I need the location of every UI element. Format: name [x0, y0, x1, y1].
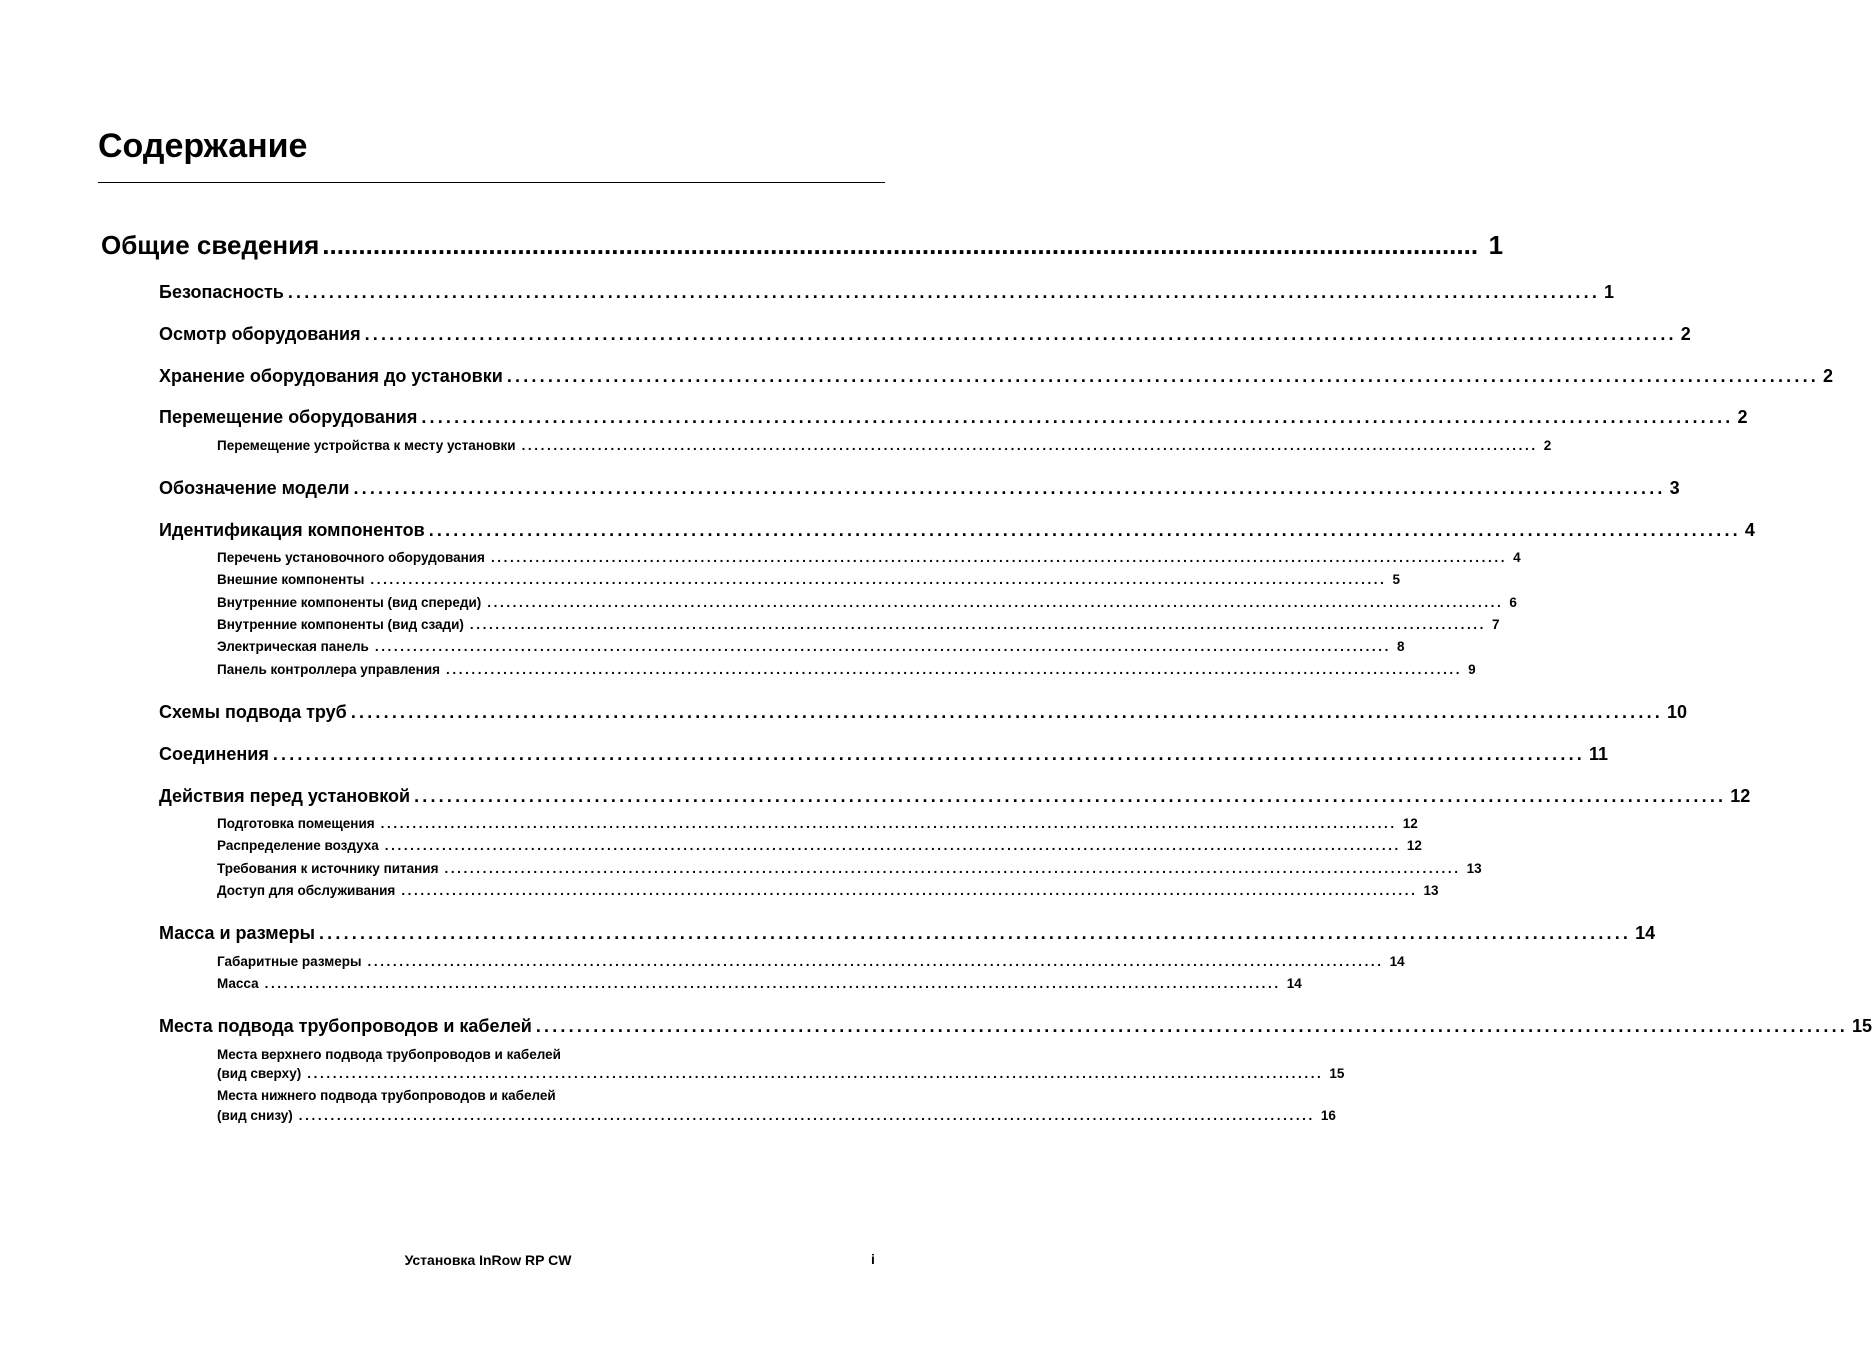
toc-chapter-page: 1: [1488, 230, 1504, 260]
toc-leader: ................................................................................................................................................................: [272, 744, 1585, 764]
toc-subsection-internal-front[interactable]: [217, 594, 1517, 612]
toc-subsection-page: 7: [1492, 617, 1500, 632]
toc-section-title: Осмотр оборудования: [159, 324, 361, 344]
toc-subsection-install-equipment[interactable]: [217, 549, 1521, 567]
toc-section-title: Идентификация компонентов: [159, 520, 425, 540]
toc-section-page: 14: [1635, 923, 1656, 943]
toc-subsection-title: Электрическая панель: [217, 639, 369, 654]
toc-section-piping-schemes[interactable]: [159, 701, 1687, 723]
toc-subsection-title: Перемещение устройства к месту установки: [217, 438, 516, 453]
toc-leader: ................................................................................................................................................................: [264, 976, 1281, 991]
toc-leader: ................................................................................................................................................................: [535, 1016, 1848, 1036]
toc-section-pipe-cable-entry[interactable]: [159, 1015, 1872, 1037]
toc-subsection-page: 4: [1513, 550, 1521, 565]
toc-subsection-title: Перечень установочного оборудования: [217, 550, 485, 565]
toc-subsection-title: (вид снизу): [217, 1108, 293, 1123]
toc-section-weight-dimensions[interactable]: [159, 922, 1656, 944]
toc-leader: ................................................................................................................................................................: [506, 366, 1819, 386]
toc-section-page: 1: [1604, 282, 1615, 302]
toc-leader: ................................................................................................................................................................: [487, 595, 1504, 610]
page-title: Содержание: [98, 127, 308, 165]
toc-subsection-electrical-panel[interactable]: [217, 638, 1405, 656]
toc-chapter-general[interactable]: [101, 229, 1504, 261]
toc-chapter-title: Общие сведения: [101, 230, 320, 260]
toc-section-components[interactable]: [159, 519, 1755, 541]
toc-section-page: 12: [1730, 786, 1751, 806]
toc-section-moving[interactable]: [159, 406, 1748, 428]
toc-subsection-page: 13: [1423, 883, 1439, 898]
toc-subsection-title: Подготовка помещения: [217, 816, 375, 831]
toc-section-title: Схемы подвода труб: [159, 702, 347, 722]
toc-subsection-title: Доступ для обслуживания: [217, 883, 396, 898]
toc-leader: ................................................................................................................................................................: [318, 923, 1632, 943]
toc-subsection-page: 12: [1402, 816, 1418, 831]
footer-page-number: i: [871, 1251, 875, 1267]
toc-subsection-title: Панель контроллера управления: [217, 662, 441, 677]
toc-subsection-top-entry-line1[interactable]: Места верхнего подвода трубопроводов и кабелей: [217, 1047, 561, 1062]
toc-subsection-page: 12: [1406, 838, 1422, 853]
toc-subsection-page: 9: [1468, 662, 1476, 677]
toc-section-title: Соединения: [159, 744, 269, 764]
toc-subsection-air-distribution[interactable]: [217, 837, 1422, 855]
toc-section-model-designation[interactable]: [159, 477, 1680, 499]
toc-subsection-external-components[interactable]: [217, 571, 1401, 589]
toc-section-connections[interactable]: [159, 743, 1609, 765]
toc-subsection-weight[interactable]: [217, 975, 1302, 993]
toc-leader: ................................................................................................................................................................: [414, 786, 1727, 806]
title-divider: [98, 182, 885, 183]
toc-subsection-power-requirements[interactable]: [217, 860, 1482, 878]
toc-section-page: 2: [1822, 366, 1833, 386]
toc-subsection-title: Требования к источнику питания: [217, 861, 439, 876]
toc-leader: ................................................................................................................................................................: [444, 861, 1461, 876]
toc-leader: ................................................................................................................................................................: [384, 838, 1401, 853]
toc-leader: ................................................................................................................................................................: [469, 617, 1487, 632]
toc-section-title: Действия перед установкой: [159, 786, 411, 806]
toc-subsection-room-prep[interactable]: [217, 815, 1418, 833]
toc-subsection-internal-rear[interactable]: [217, 616, 1500, 634]
toc-section-inspection[interactable]: [159, 323, 1691, 345]
toc-subsection-page: 16: [1320, 1108, 1336, 1123]
toc-leader: ................................................................................................................................................................: [428, 520, 1741, 540]
toc-section-page: 10: [1666, 702, 1687, 722]
toc-leader: ................................................................................................................................................................: [367, 954, 1384, 969]
toc-leader: ................................................................................................................................................................: [421, 407, 1734, 427]
toc-subsection-service-access[interactable]: [217, 882, 1439, 900]
toc-subsection-title: Масса: [217, 976, 259, 991]
toc-section-title: Безопасность: [159, 282, 284, 302]
toc-subsection-page: 14: [1389, 954, 1405, 969]
toc-section-title: Места подвода трубопроводов и кабелей: [159, 1016, 532, 1036]
toc-leader: ................................................................................................................................................................: [370, 572, 1387, 587]
toc-subsection-controller-panel[interactable]: [217, 661, 1476, 679]
toc-subsection-page: 8: [1396, 639, 1405, 654]
toc-subsection-title: Габаритные размеры: [217, 954, 362, 969]
toc-section-page: 2: [1680, 324, 1691, 344]
toc-subsection-title: Внешние компоненты: [217, 572, 365, 587]
toc-leader: ................................................................................................................................................................: [490, 550, 1508, 565]
toc-leader: ................................................................................................................................................................: [307, 1066, 1324, 1081]
toc-leader: ................................................................................................................................................................: [364, 324, 1677, 344]
toc-section-page: 4: [1744, 520, 1755, 540]
toc-leader: ................................................................................................................................................................: [287, 282, 1601, 302]
toc-subsection-page: 14: [1286, 976, 1302, 991]
toc-subsection-page: 6: [1509, 595, 1517, 610]
toc-leader: ................................................................................................................................................................: [374, 639, 1391, 654]
toc-subsection-title: Внутренние компоненты (вид сзади): [217, 617, 464, 632]
toc-section-page: 3: [1669, 478, 1680, 498]
toc-leader: ................................................................................................................................................................: [350, 702, 1663, 722]
toc-section-pre-install[interactable]: [159, 785, 1751, 807]
toc-subsection-title: Внутренние компоненты (вид спереди): [217, 595, 482, 610]
toc-leader: ................................................................................................................................................................: [298, 1108, 1315, 1123]
toc-section-title: Перемещение оборудования: [159, 407, 418, 427]
toc-leader: ................................................................................................................................................................: [446, 662, 1463, 677]
toc-leader: ................................................................................................................................................................: [380, 816, 1397, 831]
toc-section-safety[interactable]: [159, 281, 1615, 303]
toc-subsection-page: 13: [1466, 861, 1482, 876]
toc-leader: ................................................................................................................................................................: [322, 230, 1479, 260]
toc-section-page: 15: [1851, 1016, 1872, 1036]
toc-section-title: Хранение оборудования до установки: [159, 366, 503, 386]
toc-subsection-bottom-entry-line1[interactable]: Места нижнего подвода трубопроводов и кабелей: [217, 1088, 556, 1103]
toc-subsection-dimensions[interactable]: [217, 953, 1405, 971]
toc-leader: ................................................................................................................................................................: [401, 883, 1418, 898]
toc-leader: ................................................................................................................................................................: [353, 478, 1666, 498]
toc-subsection-page: 15: [1329, 1066, 1345, 1081]
toc-subsection-page: 5: [1392, 572, 1401, 587]
toc-section-title: Обозначение модели: [159, 478, 350, 498]
toc-subsection-page: 2: [1543, 438, 1552, 453]
footer-document-title: Установка InRow RP CW: [404, 1252, 572, 1268]
toc-subsection-title: (вид сверху): [217, 1066, 302, 1081]
toc-leader: ................................................................................................................................................................: [521, 438, 1538, 453]
toc-section-storage[interactable]: [159, 365, 1833, 387]
toc-section-page: 2: [1737, 407, 1748, 427]
toc-section-page: 11: [1588, 744, 1609, 764]
toc-subsection-moving-to-site[interactable]: [217, 437, 1552, 455]
toc-subsection-bottom-entry[interactable]: [217, 1107, 1336, 1125]
toc-subsection-title: Распределение воздуха: [217, 838, 379, 853]
toc-subsection-top-entry[interactable]: [217, 1065, 1345, 1083]
toc-section-title: Масса и размеры: [159, 923, 315, 943]
